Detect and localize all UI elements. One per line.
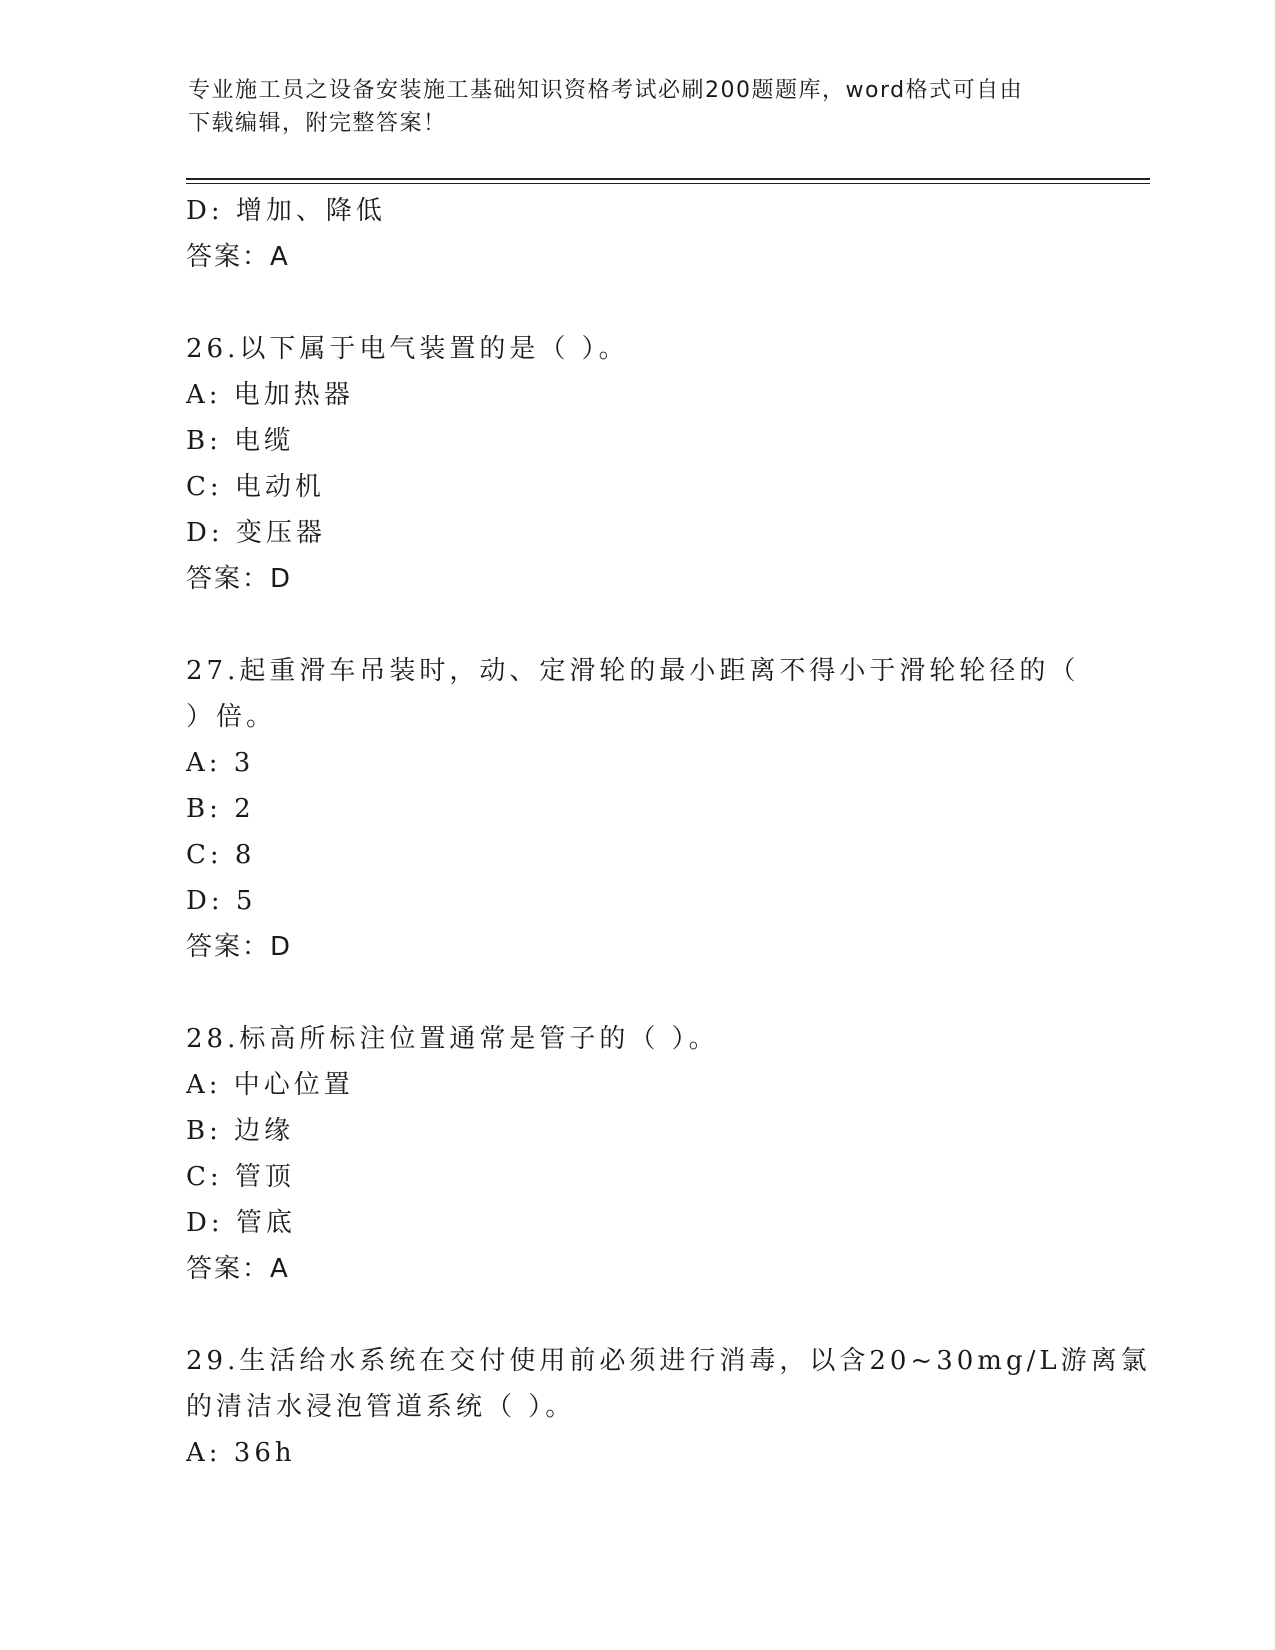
answer-line: 答案：A — [186, 1254, 290, 1284]
spacer — [186, 970, 1086, 1016]
question-27 — [186, 648, 1086, 970]
spacer — [186, 602, 1086, 648]
spacer — [186, 280, 1086, 326]
question-stem-cont: 的清洁水浸泡管道系统（ ）。 — [186, 1392, 576, 1422]
question-28 — [186, 1016, 1086, 1292]
header-rule-thick — [186, 178, 1150, 180]
question-29 — [186, 1338, 1151, 1476]
spacer — [186, 1292, 1086, 1338]
question-stem-cont: ）倍。 — [186, 702, 277, 732]
question-stem: 29.生活给水系统在交付使用前必须进行消毒，以含20~30mg/L游离氯 — [186, 1346, 1151, 1376]
option-d: D: 5 — [186, 886, 257, 916]
option-b: B: 电缆 — [186, 426, 295, 456]
option-d: D: 变压器 — [186, 518, 326, 548]
document-header — [188, 74, 1068, 140]
header-line-2: 下载编辑，附完整答案！ — [188, 111, 447, 136]
header-line-1: 专业施工员之设备安装施工基础知识资格考试必刷200题题库，word格式可自由 — [188, 78, 1024, 103]
option-c: C: 电动机 — [186, 472, 325, 502]
option-d: D: 管底 — [186, 1208, 296, 1238]
option-b: B: 边缘 — [186, 1116, 295, 1146]
option-a: A: 电加热器 — [186, 380, 354, 410]
option-a: A: 36h — [186, 1438, 296, 1468]
answer-line: 答案：D — [186, 932, 293, 962]
question-25-tail — [186, 188, 1086, 280]
answer-line: 答案：D — [186, 564, 293, 594]
option-a: A: 3 — [186, 748, 255, 778]
question-content — [186, 188, 1151, 1476]
option-b: B: 2 — [186, 794, 255, 824]
question-26 — [186, 326, 1086, 602]
question-stem: 26.以下属于电气装置的是（ ）。 — [186, 334, 629, 364]
question-stem: 28.标高所标注位置通常是管子的（ ）。 — [186, 1024, 719, 1054]
header-rule-thin — [186, 183, 1150, 184]
option-c: C: 8 — [186, 840, 256, 870]
option-a: A: 中心位置 — [186, 1070, 354, 1100]
option-d: D: 增加、降低 — [186, 196, 386, 226]
question-stem: 27.起重滑车吊装时，动、定滑轮的最小距离不得小于滑轮轮径的（ — [186, 656, 1080, 686]
answer-line: 答案：A — [186, 242, 290, 272]
option-c: C: 管顶 — [186, 1162, 295, 1192]
